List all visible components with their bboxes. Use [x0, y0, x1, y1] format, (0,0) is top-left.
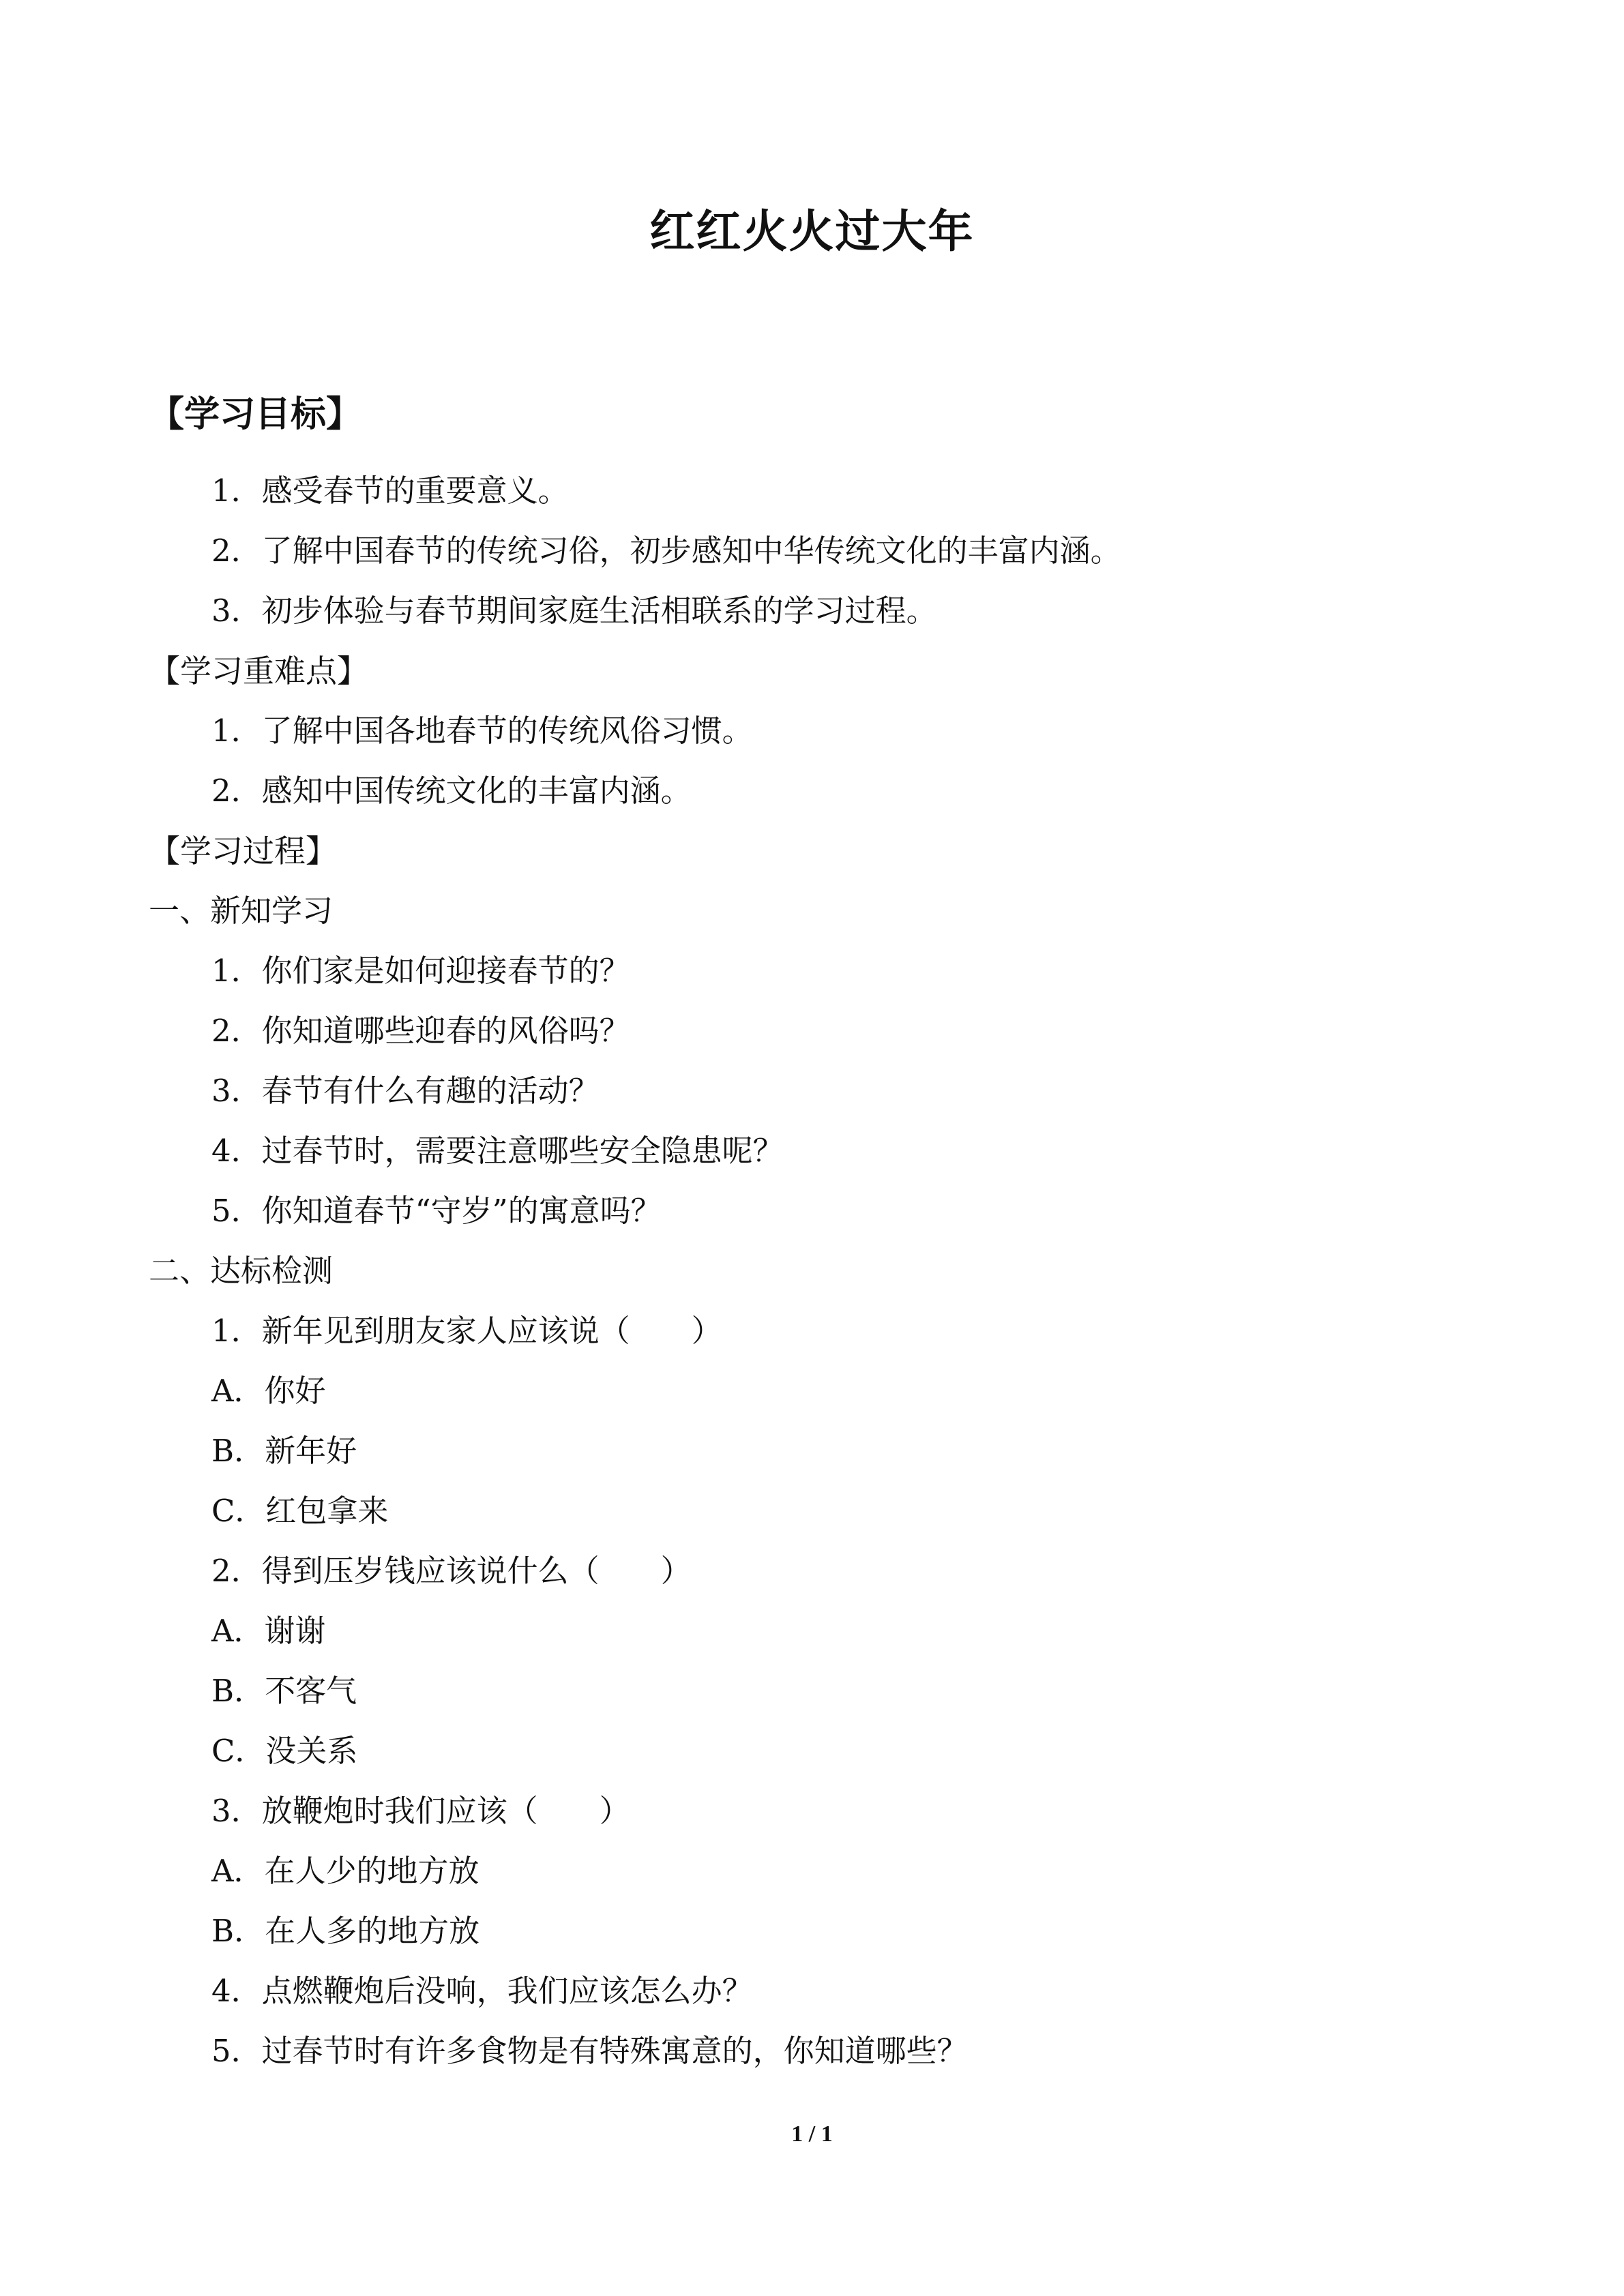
part2-heading: 二、达标检测	[149, 1253, 334, 1289]
part1-heading: 一、新知学习	[149, 893, 334, 929]
document-title: 红红火火过大年	[649, 205, 975, 258]
goals-heading: 【学习目标】	[149, 394, 362, 435]
quiz-question: 3．放鞭炮时我们应该（ ）	[211, 1793, 630, 1829]
quiz-question: 5．过春节时有许多食物是有特殊寓意的，你知道哪些？	[211, 2033, 968, 2069]
key-point-item: 2．感知中国传统文化的丰富内涵。	[211, 773, 692, 809]
part1-question: 1．你们家是如何迎接春节的？	[211, 953, 630, 989]
quiz-question: 4．点燃鞭炮后没响，我们应该怎么办？	[211, 1973, 753, 2009]
page-number: 1 / 1	[791, 2121, 833, 2147]
quiz-option: A．你好	[211, 1373, 326, 1409]
key-points-heading: 【学习重难点】	[149, 653, 368, 689]
quiz-option: A．谢谢	[211, 1613, 326, 1649]
part1-question: 4．过春节时，需要注意哪些安全隐患呢？	[211, 1133, 784, 1169]
quiz-option: A．在人少的地方放	[211, 1853, 479, 1889]
quiz-question: 2．得到压岁钱应该说什么（ ）	[211, 1553, 692, 1589]
part1-question: 2．你知道哪些迎春的风俗吗？	[211, 1013, 630, 1049]
quiz-option: B．不客气	[211, 1673, 357, 1709]
key-point-item: 1．了解中国各地春节的传统风俗习惯。	[211, 713, 753, 749]
quiz-question: 1．新年见到朋友家人应该说（ ）	[211, 1313, 722, 1349]
goal-item: 3．初步体验与春节期间家庭生活相联系的学习过程。	[211, 593, 937, 629]
part1-question: 3．春节有什么有趣的活动？	[211, 1073, 600, 1109]
quiz-option: B．在人多的地方放	[211, 1913, 480, 1949]
quiz-option: C．红包拿来	[211, 1493, 389, 1529]
quiz-option: B．新年好	[211, 1433, 357, 1469]
goal-item: 2．了解中国春节的传统习俗，初步感知中华传统文化的丰富内涵。	[211, 533, 1121, 569]
part1-question: 5．你知道春节“守岁”的寓意吗？	[211, 1193, 662, 1229]
goal-item: 1．感受春节的重要意义。	[211, 473, 569, 509]
quiz-option: C．没关系	[211, 1733, 358, 1769]
process-heading: 【学习过程】	[149, 833, 337, 869]
